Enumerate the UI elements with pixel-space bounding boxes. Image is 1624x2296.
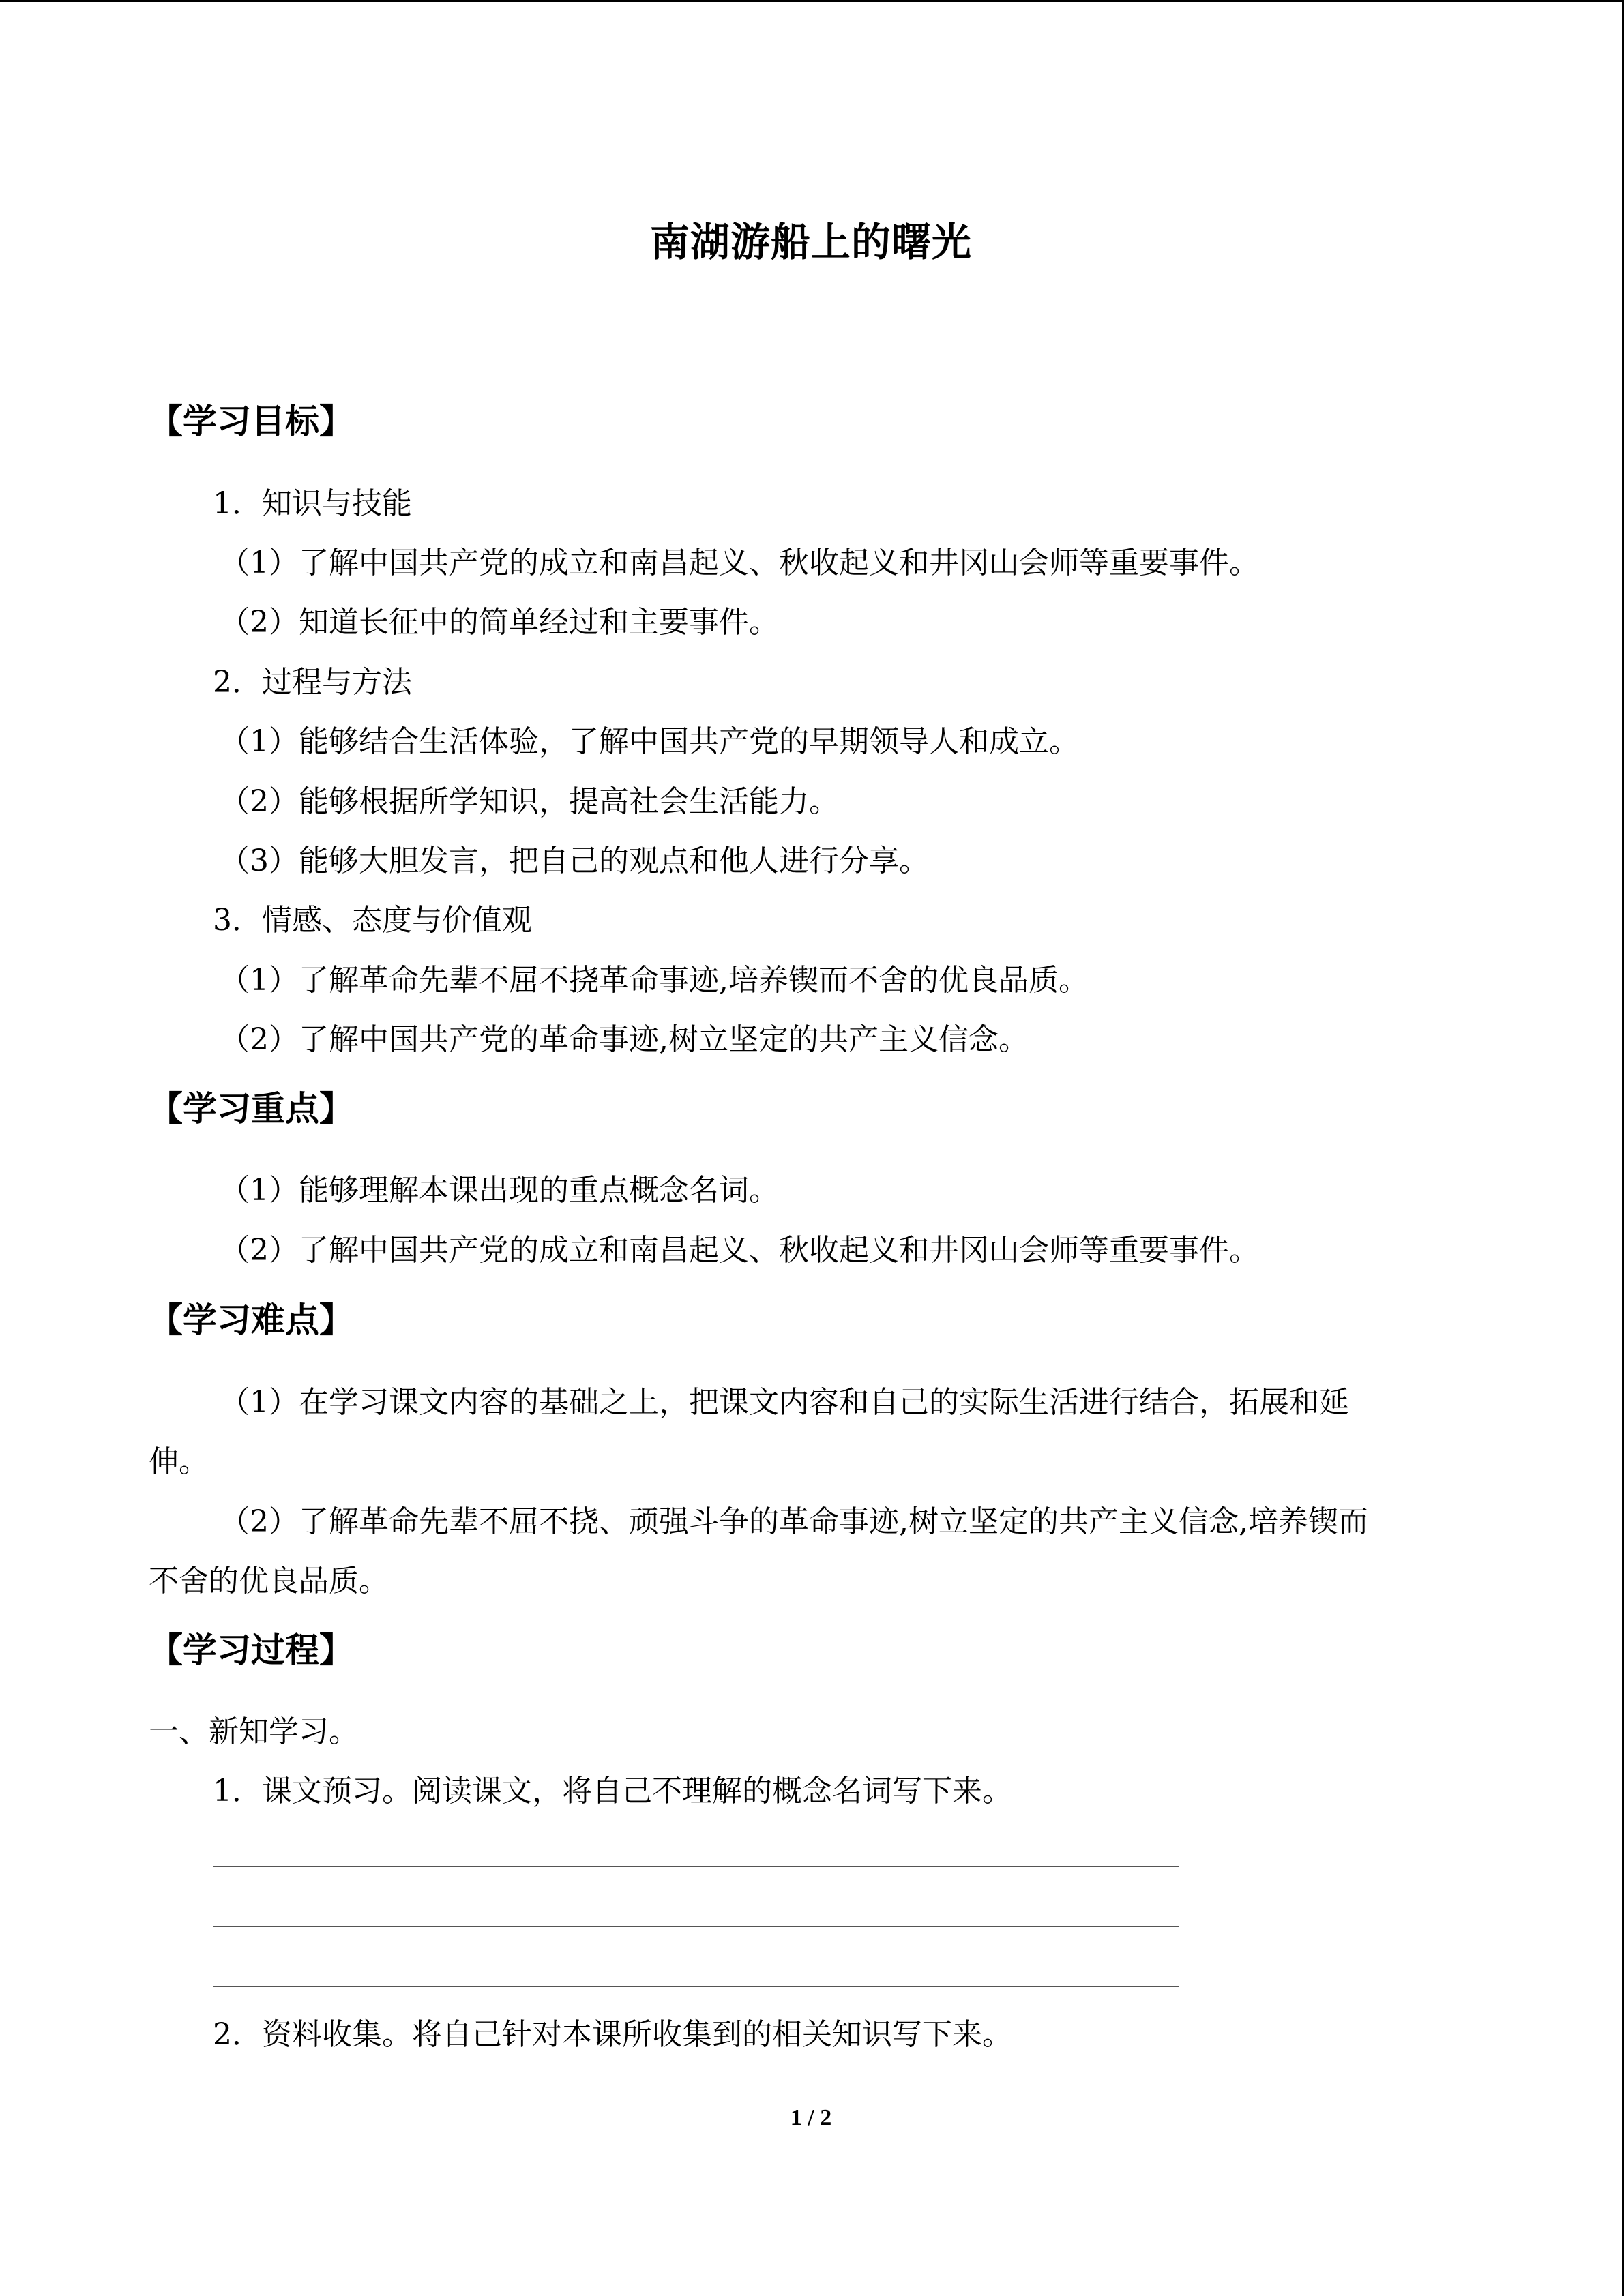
goal-process-item-3: （3）能够大胆发言，把自己的观点和他人进行分享。 — [220, 844, 929, 878]
goal-process-label: 2．过程与方法 — [213, 665, 412, 700]
heading-difficulties: 【学习难点】 — [149, 1300, 353, 1340]
goal-emotion-label: 3．情感、态度与价值观 — [213, 903, 532, 938]
goal-knowledge-item-1: （1）了解中国共产党的成立和南昌起义、秋收起义和井冈山会师等重要事件。 — [220, 546, 1259, 580]
heading-learning-goals: 【学习目标】 — [149, 402, 353, 441]
goal-process-item-2: （2）能够根据所学知识，提高社会生活能力。 — [220, 784, 839, 819]
key-point-item-1: （1）能够理解本课出现的重点概念名词。 — [220, 1173, 779, 1208]
process-step-2: 2．资料收集。将自己针对本课所收集到的相关知识写下来。 — [213, 2017, 1012, 2052]
heading-learning-process: 【学习过程】 — [149, 1630, 353, 1670]
process-part-1: 一、新知学习。 — [149, 1714, 359, 1749]
difficulty-item-2-line-2: 不舍的优良品质。 — [149, 1564, 389, 1598]
answer-line-2[interactable] — [213, 1926, 1179, 1927]
goal-process-item-1: （1）能够结合生活体验，了解中国共产党的早期领导人和成立。 — [220, 724, 1079, 759]
answer-line-3[interactable] — [213, 1986, 1179, 1987]
goal-knowledge-item-2: （2）知道长征中的简单经过和主要事件。 — [220, 605, 779, 640]
difficulty-item-1-line-1: （1）在学习课文内容的基础之上，把课文内容和自己的实际生活进行结合，拓展和延 — [220, 1385, 1349, 1420]
answer-line-1[interactable] — [213, 1866, 1179, 1867]
heading-key-points: 【学习重点】 — [149, 1089, 353, 1129]
difficulty-item-2-line-1: （2）了解革命先辈不屈不挠、顽强斗争的革命事迹,树立坚定的共产主义信念,培养锲而 — [220, 1504, 1368, 1539]
document-title: 南湖游船上的曙光 — [649, 219, 972, 265]
difficulty-item-1-line-2: 伸。 — [149, 1444, 209, 1479]
key-point-item-2: （2）了解中国共产党的成立和南昌起义、秋收起义和井冈山会师等重要事件。 — [220, 1233, 1259, 1268]
goal-knowledge-label: 1．知识与技能 — [213, 486, 412, 521]
goal-emotion-item-2: （2）了解中国共产党的革命事迹,树立坚定的共产主义信念。 — [220, 1022, 1029, 1057]
goal-emotion-item-1: （1）了解革命先辈不屈不挠革命事迹,培养锲而不舍的优良品质。 — [220, 963, 1089, 998]
page-number: 1 / 2 — [790, 2105, 832, 2130]
process-step-1: 1．课文预习。阅读课文，将自己不理解的概念名词写下来。 — [213, 1774, 1012, 1808]
